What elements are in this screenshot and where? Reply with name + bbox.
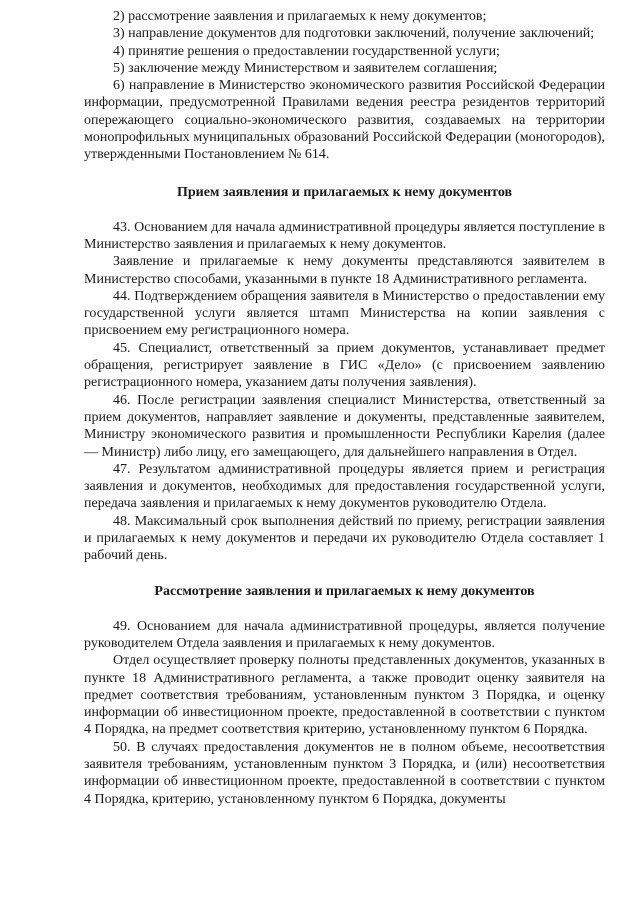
paragraph-43: 43. Основанием для начала административной процедуры является поступление в Министерство заявления и прилагаемых к нему документов.: [84, 219, 605, 252]
list-item-4: 4) принятие решения о предоставлении государственной услуги;: [113, 43, 500, 59]
list-item-2: 2) рассмотрение заявления и прилагаемых к нему документов;: [113, 9, 487, 24]
paragraph-44: 44. Подтверждением обращения заявителя в Министерство о предоставлении ему государственной услуги является штамп Министерства на копии заявления с присвоением ему регистрационного номера.: [84, 288, 605, 339]
document-page: [84, 8, 605, 808]
paragraph-47: 47. Результатом административной процедуры является прием и регистрация заявления и документов, необходимых для предоставления государственной услуги, передача заявления и прилагаемых к нему документов руководителю Отдела.: [84, 461, 605, 512]
paragraph-49: 49. Основанием для начала административной процедуры, является получение руководителем Отдела заявления и прилагаемых к нему документов.: [84, 618, 605, 651]
paragraph-46: 46. После регистрации заявления специалист Министерства, ответственный за прием документов, направляет заявление и документы, представленные заявителем, Министру экономического развития и промышленности Республики Карелия (далее — Министр) либо лицу, его замещающего, для дальнейшего направления в Отдел.: [84, 392, 605, 460]
paragraph-48: 48. Максимальный срок выполнения действий по приему, регистрации заявления и прилагаемых к нему документов и передачи их руководителю Отдела составляет 1 рабочий день.: [84, 513, 605, 564]
section-heading-review: Рассмотрение заявления и прилагаемых к нему документов: [154, 583, 535, 599]
list-item-3: 3) направление документов для подготовки заключений, получение заключений;: [113, 26, 595, 42]
paragraph-45: 45. Специалист, ответственный за прием документов, устанавливает предмет обращения, регистрирует заявление в ГИС «Дело» (с присвоением заявлению регистрационного номера, указанием даты получения заявления).: [84, 340, 605, 391]
list-item-5: 5) заключение между Министерством и заявителем соглашения;: [113, 60, 498, 76]
paragraph-43-cont: Заявление и прилагаемые к нему документы представляются заявителем в Министерство способами, указанными в пункте 18 Административного регламента.: [84, 254, 605, 287]
paragraph-50: 50. В случаях предоставления документов не в полном объеме, несоответствия заявителя требованиям, установленным пунктом 3 Порядка, и (или) несоответствия информации об инвестиционном проекте, предоставленной в соответствии с пунктом 4 Порядка, критерию, установленному пунктом 6 Порядка, документы: [84, 739, 605, 807]
paragraph-49-cont: Отдел осуществляет проверку полноты представленных документов, указанных в пункте 18 Административного регламента, а также проводит оценку заявителя на предмет соответствия требованиям, установленным пунктом 3 Порядка, и оценку информации об инвестиционном проекте, предоставленной в соответствии с пунктом 4 Порядка, на предмет соответствия критерию, установленному пунктом 6 Порядка.: [84, 653, 605, 738]
list-item-6: 6) направление в Министерство экономического развития Российской Федерации информации, предусмотренной Правилами ведения реестра резидентов территорий опережающего социально-экономического развития, создаваемых на территории монопрофильных муниципальных образований Российской Федерации (моногородов), утвержденными Постановлением № 614.: [84, 78, 605, 163]
section-heading-reception: Прием заявления и прилагаемых к нему документов: [176, 184, 513, 200]
